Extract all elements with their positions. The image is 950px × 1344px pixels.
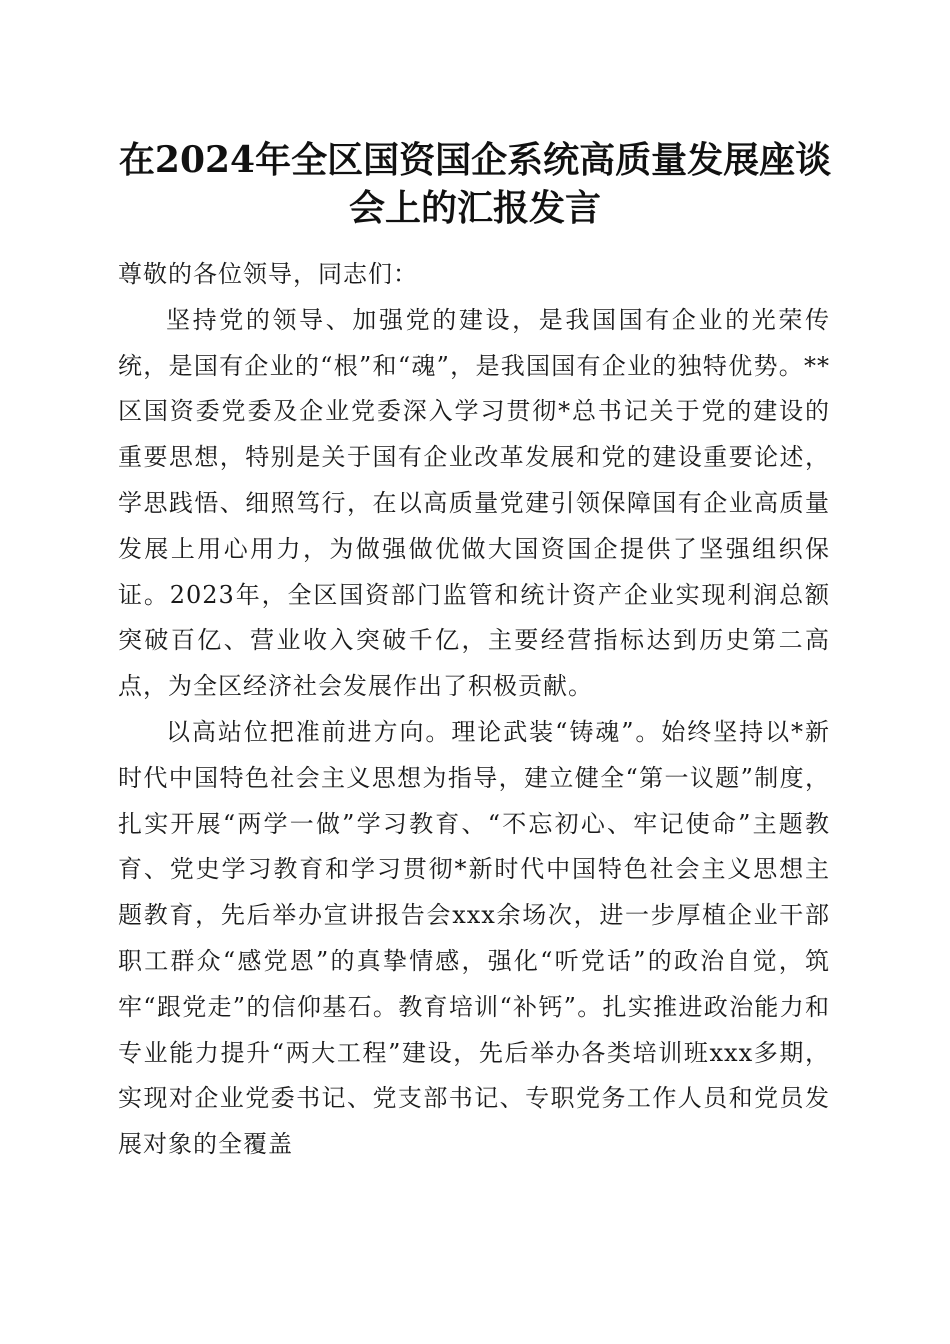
salutation: 尊敬的各位领导，同志们： <box>118 260 418 288</box>
document-title <box>100 136 850 232</box>
document-body <box>118 252 830 1168</box>
paragraph-direction: 以高站位把准前进方向。理论武装“铸魂”。始终坚持以*新时代中国特色社会主义思想为指导，建立健全“第一议题”制度，扎实开展“两学一做”学习教育、“不忘初心、牢记使命”主题教育、党史学习教育和学习贯彻*新时代中国特色社会主义思想主题教育，先后举办宣讲报告会xxx余场次，进一步厚植企业干部职工群众“感党恩”的真挚情感，强化“听党话”的政治自觉，筑牢“跟党走”的信仰基石。教育培训“补钙”。扎实推进政治能力和专业能力提升“两大工程”建设，先后举办各类培训班xxx多期，实现对企业党委书记、党支部书记、专职党务工作人员和党员发展对象的全覆盖 <box>118 717 830 1159</box>
paragraph-intro: 坚持党的领导、加强党的建设，是我国国有企业的光荣传统，是国有企业的“根”和“魂”，是我国国有企业的独特优势。**区国资委党委及企业党委深入学习贯彻*总书记关于党的建设的重要思想，特别是关于国有企业改革发展和党的建设重要论述，学思践悟、细照笃行，在以高质量党建引领保障国有企业高质量发展上用心用力，为做强做优做大国资国企提供了坚强组织保证。2023年，全区国资部门监管和统计资产企业实现利润总额突破百亿、营业收入突破千亿，主要经营指标达到历史第二高点，为全区经济社会发展作出了积极贡献。 <box>118 305 830 701</box>
title-line-1: 在2024年全区国资国企系统高质量发展座谈 <box>118 139 832 181</box>
title-line-2: 会上的汇报发言 <box>348 187 601 229</box>
